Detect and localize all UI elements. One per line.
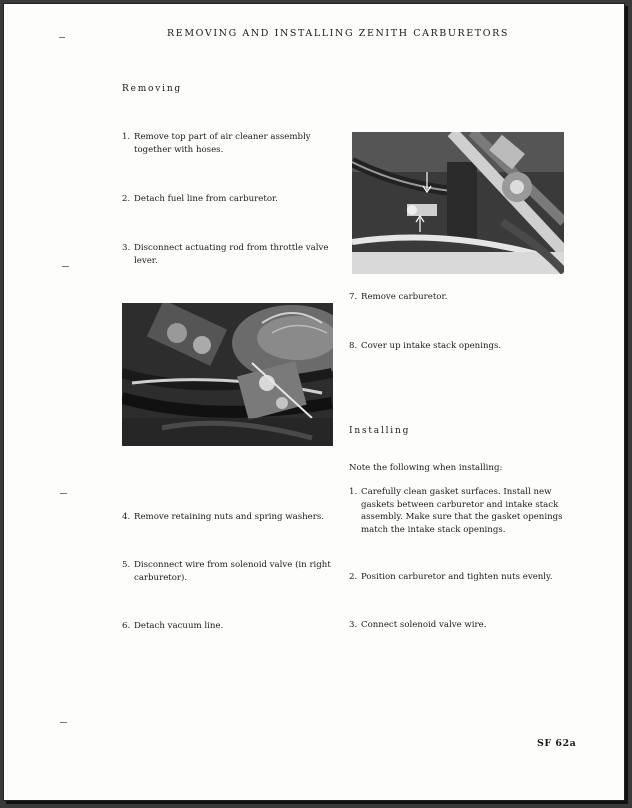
- removing-step-1: 1. Remove top part of air cleaner assembly together with hoses.: [122, 132, 311, 155]
- scan-mark: [60, 493, 67, 494]
- removing-step-6: 6. Detach vacuum line.: [122, 621, 224, 631]
- removing-step-7: 7. Remove carburetor.: [349, 292, 448, 302]
- removing-step-5: 5. Disconnect wire from solenoid valve (in right carburetor).: [122, 560, 331, 583]
- installing-step-3: 3. Connect solenoid valve wire.: [349, 620, 487, 630]
- page-code: SF 62a: [537, 738, 577, 749]
- carburetor-photo-right: [352, 132, 564, 274]
- removing-step-3: 3. Disconnect actuating rod from throttle valve lever.: [122, 243, 329, 266]
- manual-page: [3, 3, 625, 801]
- scan-mark: [62, 266, 69, 267]
- page-title: REMOVING AND INSTALLING ZENITH CARBURETORS: [167, 28, 509, 39]
- removing-heading: Removing: [122, 84, 182, 94]
- installing-note: Note the following when installing:: [349, 463, 503, 473]
- installing-step-2: 2. Position carburetor and tighten nuts evenly.: [349, 572, 553, 582]
- removing-step-4: 4. Remove retaining nuts and spring washers.: [122, 512, 324, 522]
- removing-step-2: 2. Detach fuel line from carburetor.: [122, 194, 278, 204]
- carburetor-photo-left: [122, 303, 333, 446]
- scan-mark: [60, 722, 67, 723]
- removing-step-8: 8. Cover up intake stack openings.: [349, 341, 502, 351]
- installing-heading: Installing: [349, 426, 411, 436]
- installing-step-1: 1. Carefully clean gasket surfaces. Install new gaskets between carburetor and intake stack assembly. Make sure that the gasket openings match the intake stack openings.: [349, 487, 563, 535]
